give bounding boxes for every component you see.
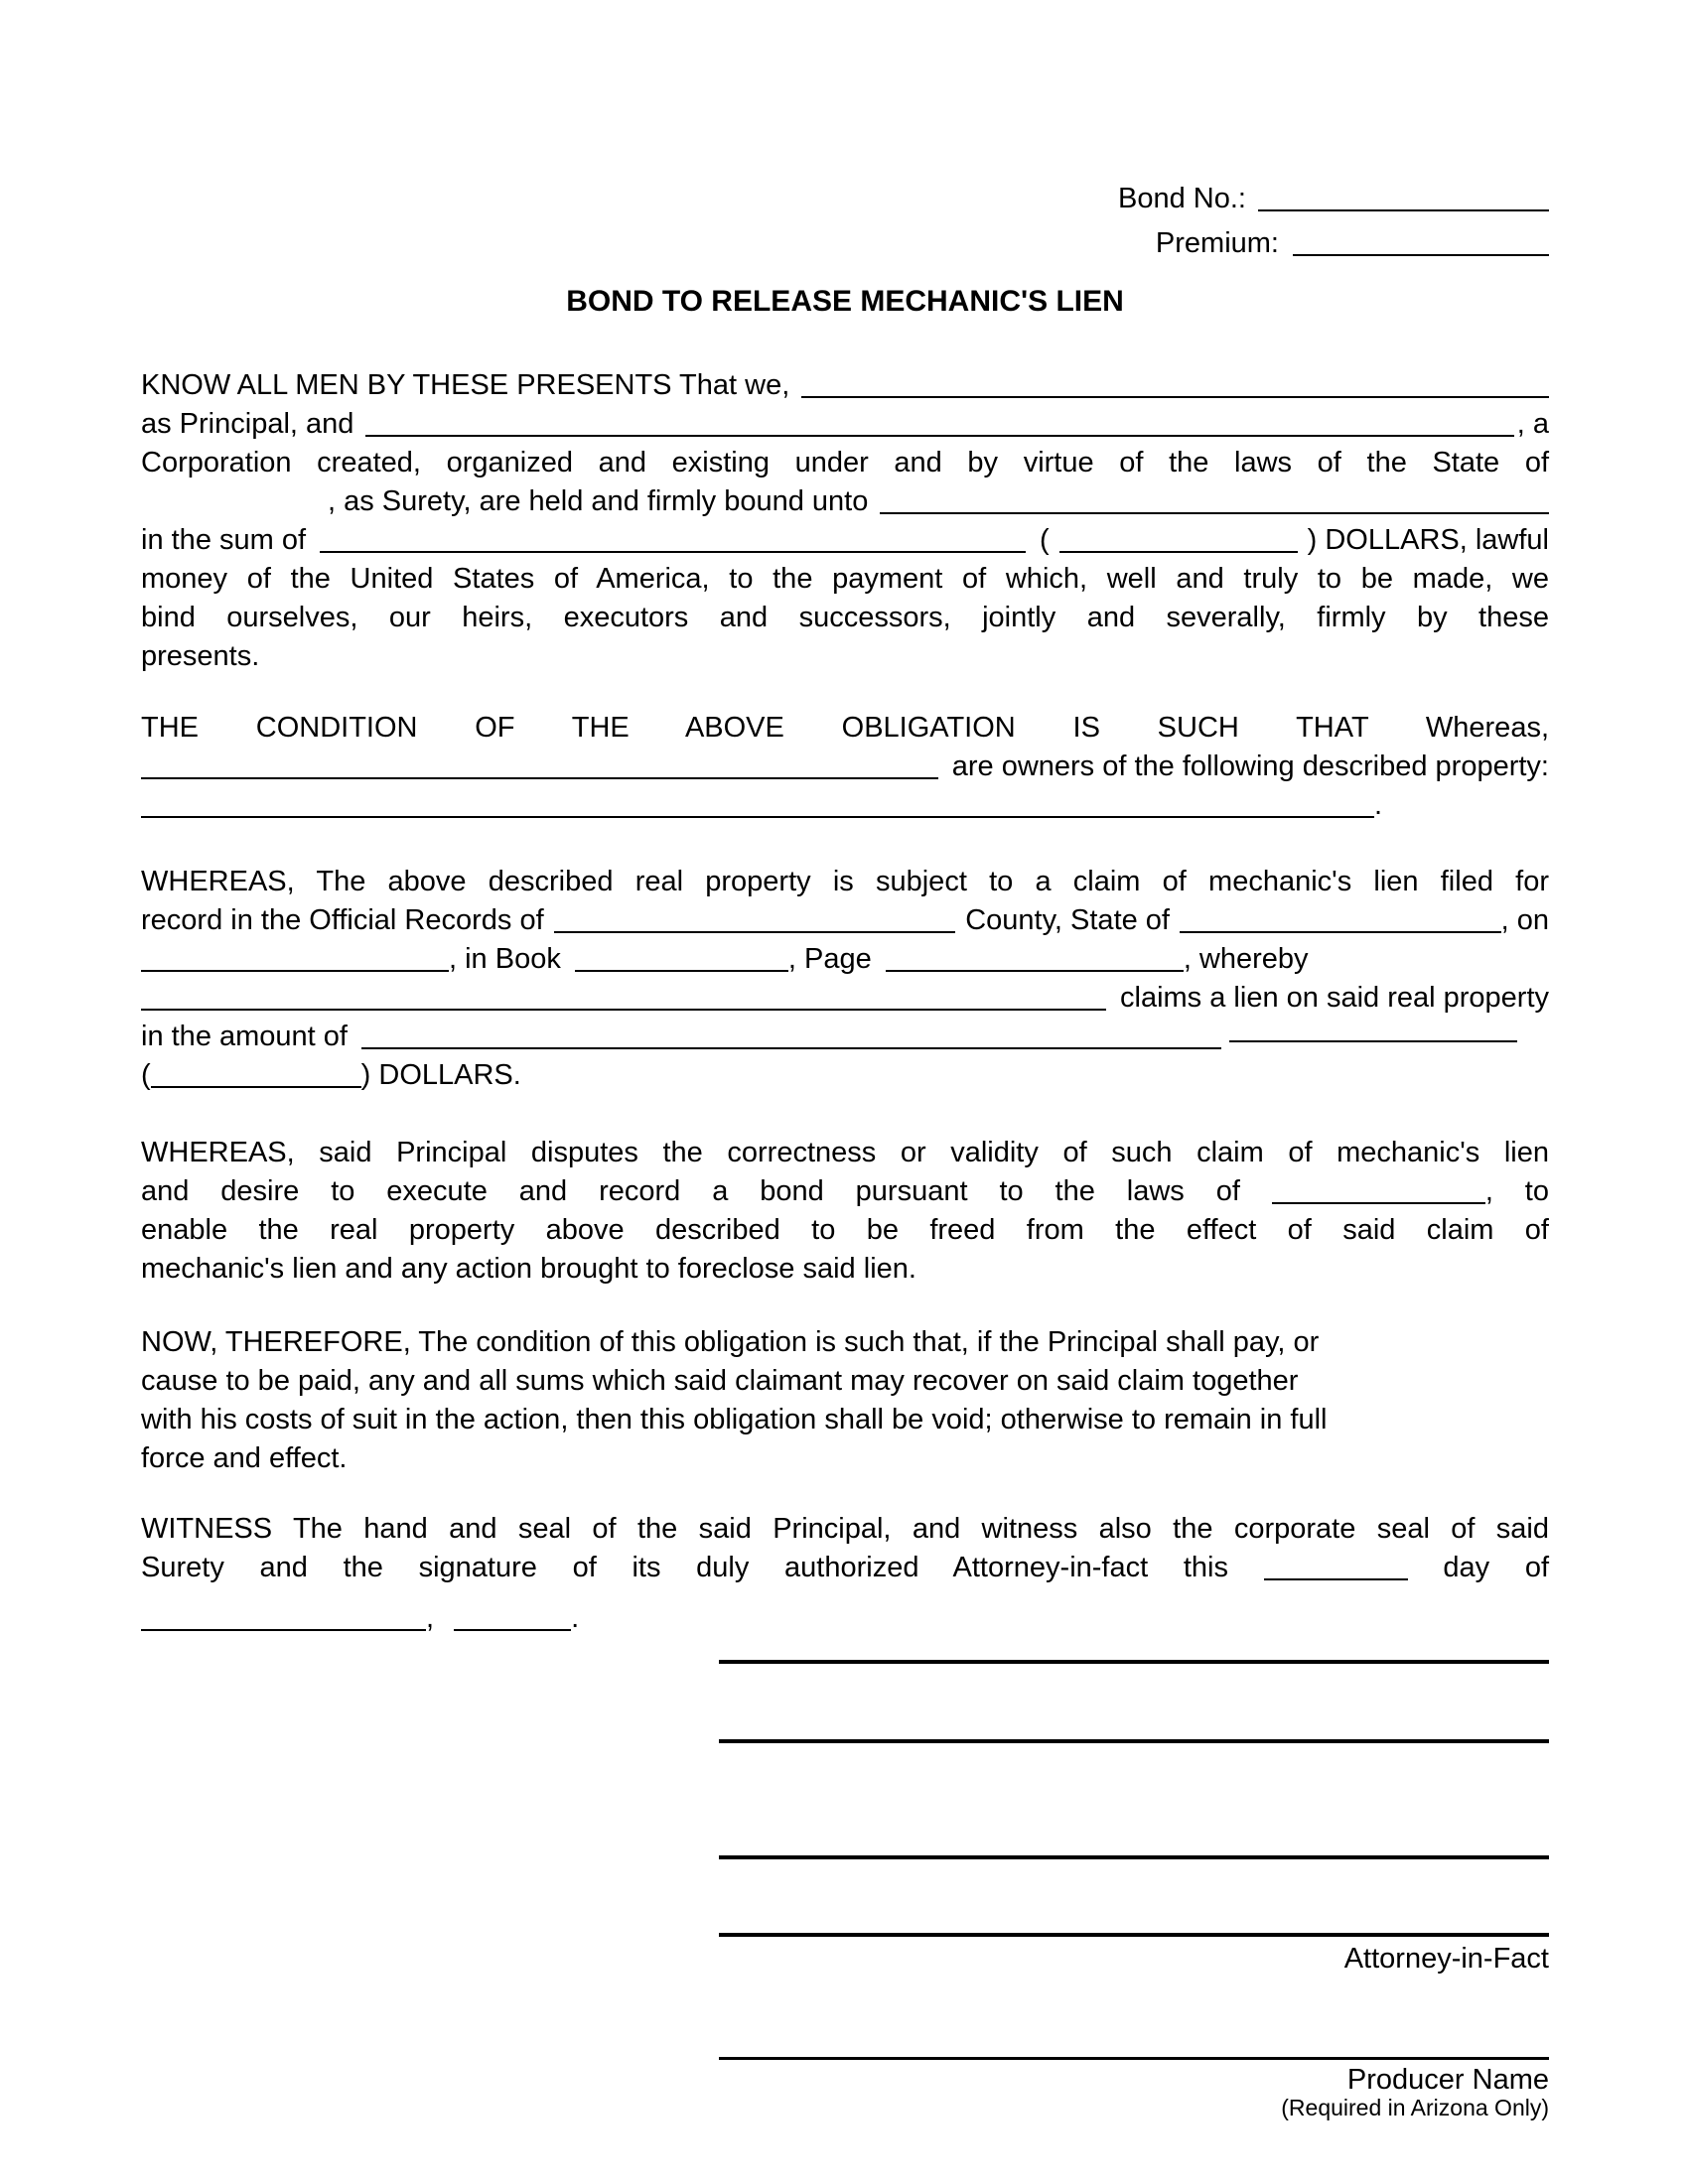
claim-amount-words-blank bbox=[361, 1047, 1221, 1049]
paragraph-now-therefore bbox=[141, 1323, 1549, 1478]
bond-no-label: Bond No.: bbox=[1118, 183, 1246, 214]
paragraph-text: ( bbox=[1039, 524, 1050, 556]
producer-signature-line bbox=[719, 2057, 1549, 2060]
paragraph-text: mechanic's lien and any action brought to foreclose said lien. bbox=[141, 1253, 916, 1285]
form-line bbox=[141, 1056, 1549, 1095]
paragraph-text: ( bbox=[141, 1059, 151, 1091]
paragraph-text: County, State of bbox=[965, 904, 1170, 936]
premium-blank bbox=[1293, 254, 1549, 256]
paragraph-text: as Principal, and bbox=[141, 408, 354, 440]
paragraph-text: , in Book bbox=[449, 943, 561, 975]
sum-words-blank bbox=[320, 551, 1026, 553]
paragraph-text: day of bbox=[1443, 1552, 1550, 1583]
paragraph-text: THE CONDITION OF THE ABOVE OBLIGATION IS SUCH THAT Whereas, bbox=[141, 712, 1549, 744]
paragraph-text: , to bbox=[1484, 1175, 1549, 1207]
year-blank bbox=[454, 1629, 571, 1631]
paragraph-text-line bbox=[141, 1211, 1549, 1250]
property-description-blank bbox=[141, 816, 1374, 818]
paragraph-text: and desire to execute and record a bond pursuant to the laws of bbox=[141, 1175, 1240, 1207]
form-line bbox=[141, 405, 1549, 444]
principal-signature-line bbox=[719, 1660, 1549, 1664]
paragraph-text-line bbox=[141, 709, 1549, 748]
page-title: BOND TO RELEASE MECHANIC'S LIEN bbox=[566, 285, 1124, 318]
paragraph-text: ) DOLLARS. bbox=[360, 1059, 521, 1091]
paragraph-text: claims a lien on said real property bbox=[1120, 982, 1549, 1014]
form-line bbox=[141, 786, 1549, 825]
form-line bbox=[141, 979, 1549, 1018]
paragraph-text-line bbox=[141, 1362, 1549, 1401]
paragraph-text: , bbox=[426, 1602, 435, 1634]
paragraph-text: bind ourselves, our heirs, executors and successors, jointly and severally, firmly by these bbox=[141, 602, 1549, 633]
paragraph-text-line bbox=[141, 560, 1549, 599]
paragraph-text-line bbox=[141, 1439, 1549, 1478]
owners-name-blank bbox=[141, 777, 938, 779]
obligee-name-blank bbox=[880, 512, 1549, 514]
page-blank bbox=[886, 970, 1184, 972]
paragraph-text-line bbox=[141, 1401, 1549, 1439]
paragraph-text: , whereby bbox=[1183, 943, 1309, 975]
premium-row bbox=[141, 221, 1549, 266]
paragraph-text-line bbox=[141, 637, 1549, 676]
book-blank bbox=[575, 970, 788, 972]
paragraph-text: Surety and the signature of its duly authorized Attorney-in-fact this bbox=[141, 1552, 1228, 1583]
form-line bbox=[141, 1599, 1549, 1638]
paragraph-whereas-disputes bbox=[141, 1134, 1549, 1289]
day-blank bbox=[1264, 1578, 1408, 1580]
paragraph-text: ) DOLLARS, lawful bbox=[1307, 524, 1549, 556]
form-line bbox=[141, 1018, 1517, 1056]
claimant-name-blank bbox=[141, 1009, 1106, 1011]
paragraph-text: money of the United States of America, to the payment of which, well and truly to be made, we bbox=[141, 563, 1549, 595]
producer-note: (Required in Arizona Only) bbox=[1281, 2095, 1549, 2120]
paragraph-witness bbox=[141, 1510, 1549, 1587]
paragraph-text-line bbox=[141, 444, 1549, 482]
witness-date-line bbox=[141, 1599, 1549, 1638]
county-blank bbox=[554, 931, 956, 933]
form-line bbox=[141, 521, 1549, 560]
paragraph-text: , Page bbox=[787, 943, 872, 975]
principal-name-blank bbox=[801, 396, 1549, 398]
premium-label: Premium: bbox=[1155, 227, 1279, 259]
paragraph-text: KNOW ALL MEN BY THESE PRESENTS That we, bbox=[141, 369, 790, 401]
attorney-signature-line bbox=[719, 1933, 1549, 1937]
state-blank bbox=[1180, 931, 1501, 933]
form-line bbox=[141, 748, 1549, 786]
form-line bbox=[141, 1549, 1549, 1587]
claim-amount-numeric-blank bbox=[151, 1086, 361, 1088]
paragraph-text: WHEREAS, said Principal disputes the correctness or validity of such claim of mechanic's lien bbox=[141, 1137, 1549, 1168]
paragraph-whereas-lien bbox=[141, 863, 1549, 1095]
paragraph-text: force and effect. bbox=[141, 1442, 348, 1474]
paragraph-text: , a bbox=[1516, 408, 1549, 440]
attorney-in-fact-label: Attorney-in-Fact bbox=[1343, 1943, 1549, 1975]
header-bond-premium bbox=[141, 177, 1549, 266]
surety-name-blank bbox=[365, 435, 1513, 437]
paragraph-text: Corporation created, organized and existing under and by virtue of the laws of the State of bbox=[141, 447, 1549, 478]
paragraph-text-line bbox=[141, 863, 1549, 901]
form-line bbox=[141, 482, 1549, 521]
paragraph-text: enable the real property above described to be freed from the effect of said claim of bbox=[141, 1214, 1549, 1246]
paragraph-text: in the amount of bbox=[141, 1021, 348, 1052]
sum-numeric-blank bbox=[1059, 551, 1298, 553]
paragraph-text: WHEREAS, The above described real property is subject to a claim of mechanic's lien filed for bbox=[141, 866, 1549, 897]
paragraph-text: record in the Official Records of bbox=[141, 904, 544, 936]
paragraph-text-line bbox=[141, 1510, 1549, 1549]
paragraph-text: are owners of the following described property: bbox=[951, 751, 1549, 782]
paragraph-text: , as Surety, are held and firmly bound unto bbox=[328, 485, 869, 517]
form-line bbox=[141, 901, 1549, 940]
record-date-blank bbox=[141, 970, 449, 972]
paragraph-text: . bbox=[571, 1602, 580, 1634]
paragraph-know-all-men bbox=[141, 366, 1549, 676]
surety-signature-line bbox=[719, 1855, 1549, 1859]
paragraph-condition bbox=[141, 709, 1549, 825]
paragraph-text: presents. bbox=[141, 640, 260, 672]
bond-no-blank bbox=[1258, 209, 1549, 211]
producer-name-label: Producer Name bbox=[1346, 2064, 1549, 2096]
state-law-blank bbox=[1272, 1202, 1485, 1204]
paragraph-text-line bbox=[141, 1323, 1549, 1362]
principal-signature-line-2 bbox=[719, 1739, 1549, 1743]
paragraph-text: cause to be paid, any and all sums which said claimant may recover on said claim together bbox=[141, 1365, 1299, 1397]
paragraph-text: , on bbox=[1500, 904, 1549, 936]
claim-amount-extra-blank bbox=[1229, 1040, 1517, 1042]
bond-no-row bbox=[141, 177, 1549, 221]
paragraph-text: NOW, THEREFORE, The condition of this obligation is such that, if the Principal shall pay, or bbox=[141, 1326, 1320, 1358]
form-line bbox=[141, 1172, 1549, 1211]
paragraph-text-line bbox=[141, 1134, 1549, 1172]
paragraph-text: with his costs of suit in the action, then this obligation shall be void; otherwise to remain in full bbox=[141, 1404, 1328, 1435]
paragraph-text-line bbox=[141, 599, 1549, 637]
paragraph-text-line bbox=[141, 1250, 1549, 1289]
form-line bbox=[141, 366, 1549, 405]
paragraph-text: WITNESS The hand and seal of the said Principal, and witness also the corporate seal of said bbox=[141, 1513, 1549, 1545]
paragraph-text: in the sum of bbox=[141, 524, 307, 556]
form-line bbox=[141, 940, 1549, 979]
paragraph-text: . bbox=[1374, 789, 1383, 821]
month-blank bbox=[141, 1629, 426, 1631]
